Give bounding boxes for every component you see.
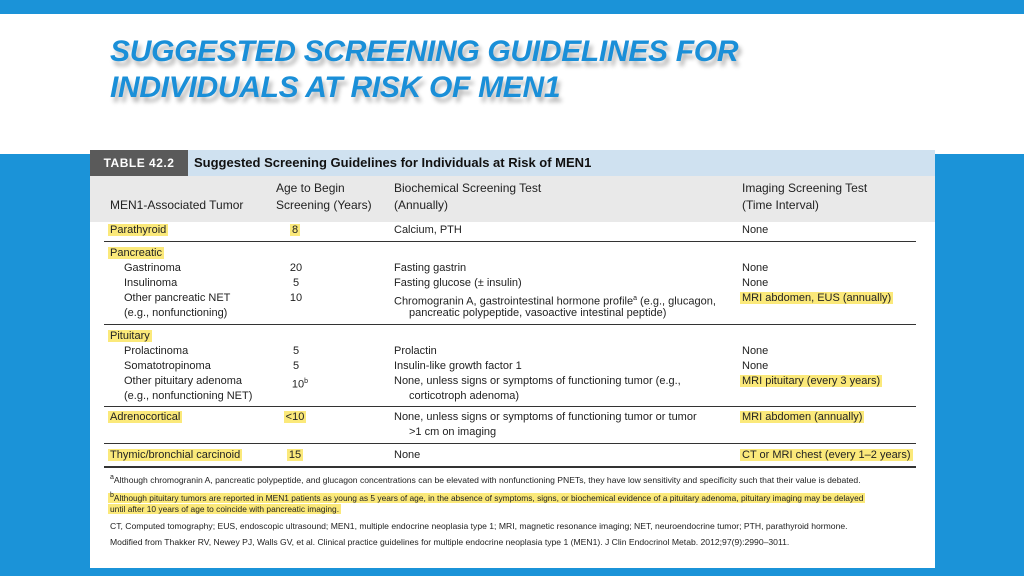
age-gastrinoma: 20 bbox=[289, 262, 303, 274]
slide-title bbox=[110, 34, 870, 106]
row-parathyroid bbox=[110, 223, 168, 238]
tumor-other-pituitary-adenoma: Other pituitary adenoma bbox=[124, 375, 243, 387]
age-other-pituitary-adenoma: 10$^b$ bbox=[291, 378, 309, 391]
footnote-b: $^b$Although pituitary tumors are reported in MEN1 patients as young as 5 years of age, in the absence of symptoms, signs, or biochemical evidence of a pituitary adenoma, pituitary imaging may be delayed bbox=[110, 492, 864, 503]
img-somatotropinoma: None bbox=[742, 360, 769, 372]
img-parathyroid: None bbox=[742, 224, 769, 236]
bio-prolactinoma: Prolactin bbox=[394, 345, 437, 357]
img-thymic-bronchial: CT or MRI chest (every 1–2 years) bbox=[742, 449, 911, 461]
bio-parathyroid: Calcium, PTH bbox=[394, 224, 462, 236]
tumor-prolactinoma: Prolactinoma bbox=[124, 345, 189, 357]
tumor-gastrinoma: Gastrinoma bbox=[124, 262, 181, 274]
header-bio-line1: Biochemical Screening Test bbox=[394, 181, 542, 195]
img-insulinoma: None bbox=[742, 277, 769, 289]
header-age-line2: Screening (Years) bbox=[276, 198, 372, 212]
tumor-insulinoma: Insulinoma bbox=[124, 277, 178, 289]
tumor-other-pituitary-adenoma-example: (e.g., nonfunctioning NET) bbox=[124, 390, 253, 402]
footnote-source: Modified from Thakker RV, Newey PJ, Walls GV, et al. Clinical practice guidelines for multiple endocrine neoplasia type 1 (MEN1). J Clin Endocrinol Metab. 2012;97(9):2990–3011. bbox=[110, 537, 790, 547]
tumor-other-pancreatic-net: Other pancreatic NET bbox=[124, 292, 231, 304]
age-thymic-bronchial: 15 bbox=[288, 449, 302, 461]
table-header-bar bbox=[90, 150, 935, 176]
tumor-somatotropinoma: Somatotropinoma bbox=[124, 360, 211, 372]
bio-insulinoma: Fasting glucose (± insulin) bbox=[394, 277, 522, 289]
slide-title-line1: SUGGESTED SCREENING GUIDELINES FOR bbox=[110, 35, 739, 68]
row-divider bbox=[104, 443, 916, 444]
bio-other-pancreatic-net-cont: pancreatic polypeptide, vasoactive intestinal peptide) bbox=[409, 307, 667, 319]
age-adrenocortical: <10 bbox=[285, 411, 305, 423]
bio-adrenocortical-cont: >1 cm on imaging bbox=[409, 426, 497, 438]
img-other-pituitary-adenoma: MRI pituitary (every 3 years) bbox=[742, 375, 881, 387]
group-pancreatic: Pancreatic bbox=[110, 247, 162, 259]
bio-gastrinoma: Fasting gastrin bbox=[394, 262, 467, 274]
age-prolactinoma: 5 bbox=[292, 345, 300, 357]
bio-other-pituitary-adenoma-cont: corticotroph adenoma) bbox=[409, 390, 520, 402]
tumor-adrenocortical: Adrenocortical bbox=[110, 411, 181, 423]
img-other-pancreatic-net: MRI abdomen, EUS (annually) bbox=[742, 292, 892, 304]
footnote-a: $^a$Although chromogranin A, pancreatic polypeptide, and glucagon concentrations can be elevated with nonfunctioning PNETs, they have low sensitivity and specificity such that their value is debated. bbox=[110, 474, 861, 485]
tumor-thymic-bronchial: Thymic/bronchial carcinoid bbox=[110, 449, 241, 461]
bio-other-pancreatic-net: Chromogranin A, gastrointestinal hormone profile$^a$ (e.g., glucagon, bbox=[394, 295, 716, 308]
age-other-pancreatic-net: 10 bbox=[289, 292, 303, 304]
header-tumor: MEN1-Associated Tumor bbox=[110, 198, 244, 212]
age-somatotropinoma: 5 bbox=[292, 360, 300, 372]
table-number: TABLE 42.2 bbox=[90, 150, 188, 176]
tumor-other-pancreatic-net-example: (e.g., nonfunctioning) bbox=[124, 307, 228, 319]
img-prolactinoma: None bbox=[742, 345, 769, 357]
header-img-line1: Imaging Screening Test bbox=[742, 181, 868, 195]
footnote-b-cont: until after 10 years of age to coincide with pancreatic imaging. bbox=[110, 504, 340, 514]
header-age-line1: Age to Begin bbox=[276, 181, 345, 195]
table-bottom-rule bbox=[104, 466, 916, 468]
bio-thymic-bronchial: None bbox=[394, 449, 421, 461]
row-divider bbox=[104, 241, 916, 242]
table-caption: Suggested Screening Guidelines for Individuals at Risk of MEN1 bbox=[194, 155, 592, 170]
header-bio-line2: (Annually) bbox=[394, 198, 449, 212]
tumor-parathyroid: Parathyroid bbox=[110, 224, 167, 236]
bio-other-pituitary-adenoma: None, unless signs or symptoms of functioning tumor (e.g., bbox=[394, 375, 681, 387]
row-divider bbox=[104, 324, 916, 325]
slide-title-line2: INDIVIDUALS AT RISK OF MEN1 bbox=[110, 71, 561, 104]
bio-somatotropinoma: Insulin-like growth factor 1 bbox=[394, 360, 522, 372]
header-img-line2: (Time Interval) bbox=[742, 198, 819, 212]
footnote-abbreviations: CT, Computed tomography; EUS, endoscopic ultrasound; MEN1, multiple endocrine neoplasia type 1; MRI, magnetic resonance imaging; NET, neuroendocrine tumor; PTH, parathyroid hormone. bbox=[110, 521, 848, 531]
age-insulinoma: 5 bbox=[292, 277, 300, 289]
row-divider bbox=[104, 406, 916, 407]
group-pituitary: Pituitary bbox=[110, 330, 150, 342]
screening-table bbox=[90, 150, 935, 568]
age-parathyroid: 8 bbox=[291, 224, 299, 236]
img-gastrinoma: None bbox=[742, 262, 769, 274]
bio-adrenocortical: None, unless signs or symptoms of functioning tumor or tumor bbox=[394, 411, 697, 423]
top-accent-strip bbox=[0, 0, 1024, 14]
img-adrenocortical: MRI abdomen (annually) bbox=[742, 411, 863, 423]
